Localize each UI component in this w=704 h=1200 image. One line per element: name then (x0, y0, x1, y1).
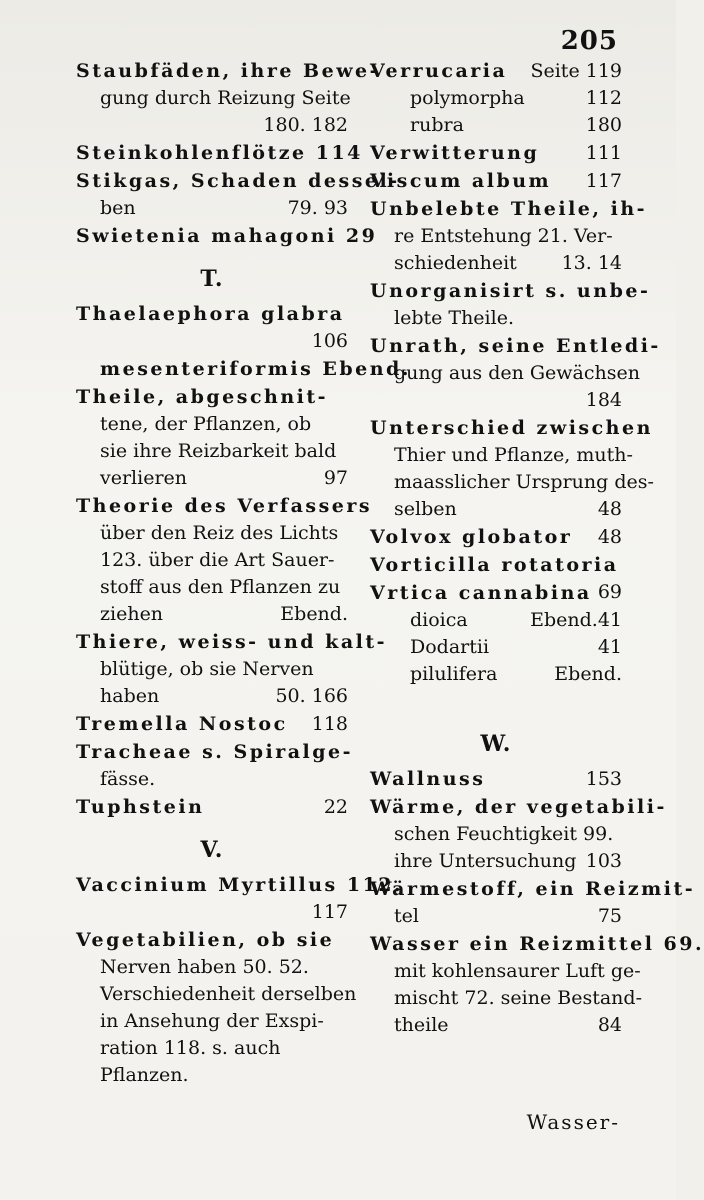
page-reference: 103 (585, 850, 622, 872)
page-reference: 13. 14 (561, 252, 622, 274)
entry-text: über den Reiz des Lichts (100, 522, 339, 544)
page-reference: Ebend. (554, 663, 622, 685)
entry-continuation-line (76, 438, 348, 465)
entry-text: Vaccinium Myrtillus 112. (76, 874, 404, 896)
entry-text: mit kohlensaurer Luft ge- (394, 960, 641, 982)
entry-headword-line (76, 711, 348, 738)
index-entry (76, 872, 404, 926)
entry-text: Theile, abgeschnit- (76, 386, 329, 408)
entry-continuation-line (76, 465, 348, 492)
entry-continuation-line (370, 821, 622, 848)
page-reference: Seite 119 (530, 60, 622, 82)
entry-text: ben (100, 197, 136, 219)
entry-headword-line (370, 931, 704, 958)
entry-continuation-line (76, 1008, 348, 1035)
entry-text: stoff aus den Pflanzen zu (100, 576, 341, 598)
entry-text: Vrtica cannabina (370, 582, 592, 604)
index-entry (76, 301, 348, 355)
index-entry (76, 58, 381, 139)
entry-continuation-line (370, 661, 622, 688)
entry-text: Vegetabilien, ob sie (76, 929, 335, 951)
entry-text: pilulifera (410, 663, 498, 685)
entry-text: 117 (311, 901, 348, 923)
entry-continuation-line (370, 305, 622, 332)
entry-headword-line (76, 872, 404, 899)
page-reference: 97 (323, 467, 348, 489)
entry-continuation-line (370, 112, 622, 139)
entry-text: Steinkohlenflötze 114 (76, 142, 363, 164)
entry-text: Volvox globator (370, 526, 573, 548)
entry-continuation-line (76, 656, 348, 683)
entry-text: Wärme, der vegetabili- (370, 796, 667, 818)
entry-text: schiedenheit (394, 252, 517, 274)
entry-continuation-line (76, 112, 348, 139)
entry-text: 106 (311, 330, 348, 352)
entry-text: rubra (410, 114, 464, 136)
page-reference: 75 (597, 905, 622, 927)
index-entry (76, 168, 400, 222)
entry-text: mischt 72. seine Bestand- (394, 987, 642, 1009)
entry-continuation-line (370, 469, 654, 496)
index-entry (76, 384, 348, 492)
entry-text: Unterschied zwischen (370, 417, 653, 439)
entry-continuation-line (76, 601, 348, 628)
entry-text: tel (394, 905, 419, 927)
entry-headword-line (76, 223, 378, 250)
index-entry (76, 629, 388, 710)
entry-text: Tuphstein (76, 796, 205, 818)
entry-continuation-line (76, 1035, 348, 1062)
entry-text: Pflanzen. (100, 1064, 189, 1086)
entry-text: Verschiedenheit derselben (100, 983, 357, 1005)
index-entry (76, 739, 354, 793)
entry-text: ziehen (100, 603, 164, 625)
index-entry (76, 140, 363, 167)
entry-text: haben (100, 685, 160, 707)
entry-continuation-line (370, 903, 622, 930)
index-entry (370, 931, 704, 1039)
entry-continuation-line (370, 958, 641, 985)
entry-text: Wärmestoff, ein Reizmit- (370, 878, 696, 900)
index-entry (370, 140, 622, 167)
section-letter: V. (200, 837, 224, 863)
entry-headword-line (370, 333, 661, 360)
entry-continuation-line (76, 520, 348, 547)
entry-text: Thier und Pflanze, muth- (394, 444, 633, 466)
entry-text: Tracheae s. Spiralge- (76, 741, 354, 763)
index-entry (370, 168, 622, 195)
entry-text: lebte Theile. (394, 307, 514, 329)
page-reference: 48 (597, 526, 622, 548)
entry-headword-line (370, 278, 651, 305)
entry-continuation-line (76, 411, 348, 438)
entry-text: Staubfäden, ihre Bewe- (76, 60, 381, 82)
entry-text: maasslicher Ursprung des- (394, 471, 654, 493)
entry-headword-line (370, 168, 622, 195)
entry-headword-line (76, 384, 348, 411)
entry-text: Dodartii (410, 636, 490, 658)
entry-text: Swietenia mahagoni 29 (76, 225, 378, 247)
entry-text: dioica (410, 609, 468, 631)
page-reference: 79. 93 (287, 197, 348, 219)
entry-headword-line (76, 140, 363, 167)
entry-headword-line (76, 356, 411, 383)
page-reference: Ebend. (530, 609, 598, 631)
page-reference: 48 (597, 498, 622, 520)
index-entry (370, 876, 696, 930)
entry-headword-line (76, 58, 381, 85)
entry-text: 180. 182 (263, 114, 348, 136)
entry-text: gung aus den Gewächsen (394, 362, 640, 384)
index-entry (370, 415, 654, 523)
entry-headword-line (76, 927, 348, 954)
entry-headword-line (76, 301, 348, 328)
entry-text: tene, der Pflanzen, ob (100, 413, 312, 435)
entry-headword-line (370, 766, 622, 793)
entry-continuation-line (370, 250, 622, 277)
index-entry (370, 580, 622, 688)
entry-text: fässe. (100, 768, 156, 790)
entry-continuation-line (370, 387, 622, 414)
page-number: 205 (560, 26, 618, 56)
index-entry (370, 766, 622, 793)
entry-text: 184 (585, 389, 622, 411)
page-reference: Ebend. (280, 603, 348, 625)
entry-text: Verrucaria (370, 60, 508, 82)
entry-text: Stikgas, Schaden dessel- (76, 170, 400, 192)
section-letter: T. (200, 266, 224, 292)
entry-continuation-line (76, 574, 348, 601)
entry-continuation-line (370, 360, 640, 387)
catchword: Wasser- (526, 1110, 620, 1134)
entry-continuation-line (370, 985, 642, 1012)
entry-headword-line (370, 58, 622, 85)
entry-text: Verwitterung (370, 142, 540, 164)
page-reference: 117 (585, 170, 622, 192)
entry-headword-line (370, 794, 667, 821)
index-entry (370, 794, 667, 875)
page-reference: 84 (597, 1014, 622, 1036)
page-reference: 41 (597, 636, 622, 658)
entry-headword-line (76, 168, 400, 195)
entry-headword-line (76, 794, 348, 821)
index-entry (76, 794, 348, 821)
entry-text: Nerven haben 50. 52. (100, 956, 309, 978)
entry-text: verlieren (100, 467, 188, 489)
index-entry (76, 711, 348, 738)
entry-headword-line (370, 415, 653, 442)
entry-continuation-line (370, 848, 622, 875)
page-reference: 22 (323, 796, 348, 818)
entry-continuation-line (370, 223, 622, 250)
entry-text: Theorie des Verfassers (76, 495, 373, 517)
entry-continuation-line (76, 547, 348, 574)
entry-continuation-line (76, 195, 348, 222)
entry-headword-line (76, 739, 354, 766)
entry-text: gung durch Reizung Seite (100, 87, 351, 109)
entry-continuation-line (370, 442, 633, 469)
index-entry (370, 524, 622, 551)
entry-text: Wasser ein Reizmittel 69. (370, 933, 704, 955)
entry-continuation-line (76, 683, 348, 710)
entry-continuation-line (370, 1012, 622, 1039)
spacer (370, 689, 622, 715)
index-entry (76, 223, 378, 250)
entry-text: blütige, ob sie Nerven (100, 658, 314, 680)
entry-headword-line (370, 524, 622, 551)
entry-headword-line (76, 629, 388, 656)
entry-continuation-line (76, 954, 348, 981)
index-entry (76, 356, 411, 383)
index-entry (76, 927, 357, 1089)
entry-text: Unorganisirt s. unbe- (370, 280, 651, 302)
entry-continuation-line (76, 328, 348, 355)
entry-text: Thiere, weiss- und kalt- (76, 631, 388, 653)
entry-continuation-line (76, 899, 348, 926)
entry-text: Thaelaephora glabra (76, 303, 345, 325)
index-entry (370, 333, 661, 414)
entry-continuation-line (370, 85, 622, 112)
entry-text: in Ansehung der Exspi- (100, 1010, 324, 1032)
entry-text: Vorticilla rotatoria (370, 554, 619, 576)
entry-headword-line (370, 876, 696, 903)
entry-text: selben (394, 498, 457, 520)
entry-continuation-line (76, 766, 348, 793)
entry-continuation-line (76, 981, 357, 1008)
page-reference: 69 (597, 581, 622, 603)
entry-text: ihre Untersuchung (394, 850, 577, 872)
index-entry (370, 196, 648, 277)
entry-headword-line (370, 140, 622, 167)
entry-text: polymorpha (410, 87, 525, 109)
entry-text: Tremella Nostoc (76, 713, 288, 735)
page-reference: 112 (585, 87, 622, 109)
entry-text: Unbelebte Theile, ih- (370, 198, 648, 220)
page-reference: 50. 166 (275, 685, 348, 707)
section-letter: W. (480, 731, 512, 757)
page-reference: 118 (311, 713, 348, 735)
entry-text: Viscum album (370, 170, 552, 192)
entry-continuation-line (76, 1062, 348, 1089)
page-reference: 111 (585, 142, 622, 164)
page-reference: 153 (585, 768, 622, 790)
entry-text: theile (394, 1014, 449, 1036)
page-reference: 180 (585, 114, 622, 136)
entry-text: 123. über die Art Sauer- (100, 549, 335, 571)
entry-text: schen Feuchtigkeit 99. (394, 823, 614, 845)
entry-text: mesenteriformis Ebend. (100, 358, 411, 380)
entry-continuation-line (76, 85, 351, 112)
entry-text: Wallnuss (370, 768, 486, 790)
entry-text: sie ihre Reizbarkeit bald (100, 440, 337, 462)
entry-continuation-line (370, 607, 622, 634)
page-reference: 41 (597, 609, 622, 631)
index-column-right (370, 58, 704, 1040)
entry-text: ration 118. s. auch (100, 1037, 281, 1059)
index-entry (370, 278, 651, 332)
index-entry (370, 58, 622, 139)
entry-headword-line (76, 493, 373, 520)
entry-text: Unrath, seine Entledi- (370, 335, 661, 357)
entry-headword-line (370, 196, 648, 223)
entry-continuation-line (370, 496, 622, 523)
index-entry (76, 493, 373, 628)
entry-text: re Entstehung 21. Ver- (394, 225, 613, 247)
entry-continuation-line (370, 634, 622, 661)
